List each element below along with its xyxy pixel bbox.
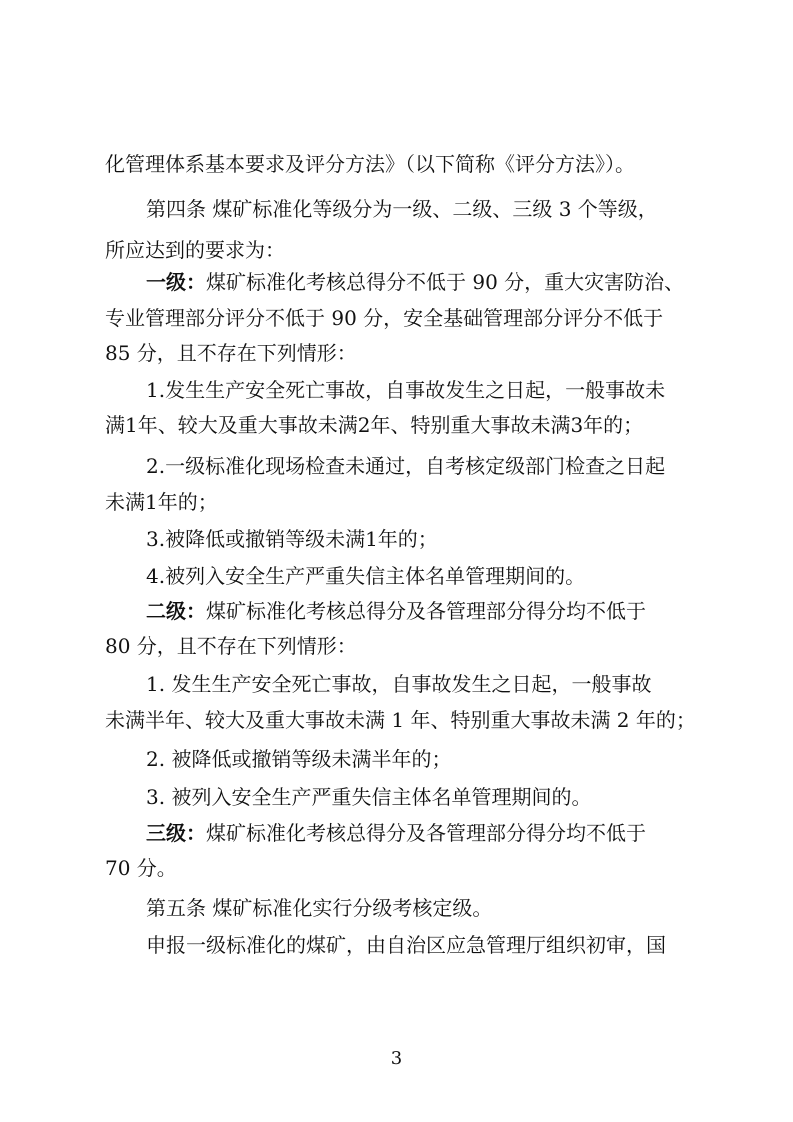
level-one-text: 煤矿标准化考核总得分不低于 90 分，重大灾害防治、 <box>206 270 685 294</box>
text-line: 满1年、较大及重大事故未满2年、特别重大事故未满3年的； <box>105 413 644 437</box>
level-two-line <box>146 597 793 625</box>
text-line: 所应达到的要求为： <box>105 238 285 262</box>
level-three-heading: 三级： <box>146 821 206 845</box>
list-item: 2.一级标准化现场检查未通过，自考核定级部门检查之日起 <box>146 454 666 478</box>
text-line: 85 分，且不存在下列情形： <box>105 341 357 365</box>
article-four-line: 第四条 煤矿标准化等级分为一级、二级、三级 3 个等级， <box>146 197 658 221</box>
text-line: 未满1年的； <box>105 490 218 514</box>
level-two-heading: 二级： <box>146 599 206 623</box>
text-line: 70 分。 <box>105 856 177 880</box>
text-line: 80 分，且不存在下列情形： <box>105 634 357 658</box>
text-line: 专业管理部分评分不低于 90 分，安全基础管理部分评分不低于 <box>105 306 664 330</box>
text-line: 申报一级标准化的煤矿，由自治区应急管理厅组织初审，国 <box>146 933 666 957</box>
level-three-line <box>146 819 793 847</box>
list-item: 4.被列入安全生产严重失信主体名单管理期间的。 <box>146 564 586 588</box>
text-line: 未满半年、较大及重大事故未满 1 年、特别重大事故未满 2 年的； <box>105 708 696 732</box>
page-number: 3 <box>390 1048 403 1069</box>
list-item: 1. 发生生产安全死亡事故，自事故发生之日起，一般事故 <box>146 672 652 696</box>
level-two-text: 煤矿标准化考核总得分及各管理部分得分均不低于 <box>206 599 646 623</box>
list-item: 1.发生生产安全死亡事故，自事故发生之日起，一般事故未 <box>146 378 666 402</box>
list-item: 3.被降低或撤销等级未满1年的； <box>146 527 438 551</box>
text-line: 化管理体系基本要求及评分方法》（以下简称《评分方法》）。 <box>105 152 635 176</box>
level-three-text: 煤矿标准化考核总得分及各管理部分得分均不低于 <box>206 821 646 845</box>
list-item: 2. 被降低或撤销等级未满半年的； <box>146 747 452 771</box>
level-one-heading: 一级： <box>146 270 206 294</box>
list-item: 3. 被列入安全生产严重失信主体名单管理期间的。 <box>146 785 592 809</box>
article-five-line: 第五条 煤矿标准化实行分级考核定级。 <box>146 896 493 920</box>
level-one-line <box>146 268 793 296</box>
